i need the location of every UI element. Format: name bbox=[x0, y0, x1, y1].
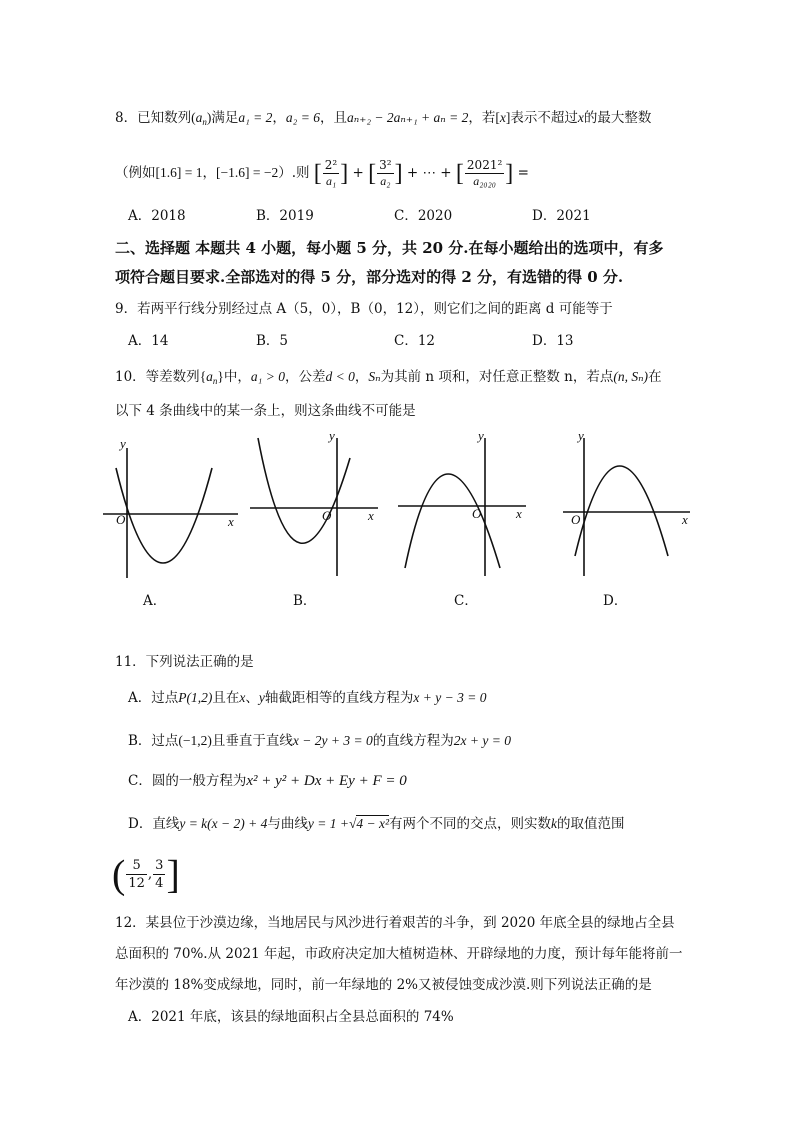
q8-equals: = bbox=[517, 165, 529, 181]
q12-line3: 年沙漠的 18%变成绿地，同时，前一年绿地的 2%又被侵蚀变成沙漠.则下列说法正确的是 bbox=[115, 977, 652, 993]
q8-cond1: a₁ = 2 bbox=[238, 110, 273, 125]
q10-line1: 10．等差数列$\{a_n\}$中，a₁ > 0，公差d < 0，Sₙ为其前 n 项和，对任意正整数 n，若点(n, Sₙ)在 bbox=[115, 369, 662, 386]
q8-example-close: ）.则 bbox=[278, 165, 310, 181]
q8-text-c: ，且 bbox=[319, 110, 347, 126]
q8-option-d: D．2021 bbox=[532, 208, 591, 224]
q11-b-equation: 2x + y = 0 bbox=[453, 733, 511, 748]
graph-a-origin: O bbox=[116, 512, 126, 527]
q8-example-1: [1.6] = 1 bbox=[155, 165, 203, 180]
q10-graphs bbox=[0, 428, 794, 628]
q11-a-text: A．过点 bbox=[128, 690, 179, 706]
range-frac-2: $\frac{3}{4}$ bbox=[155, 858, 164, 891]
q11-b-point: (−1,2) bbox=[178, 733, 212, 748]
q10-line2: 以下 4 条曲线中的某一条上，则这条曲线不可能是 bbox=[115, 403, 416, 419]
q8-line1: 8．已知数列$(a_n)$满足a₁ = 2，a₂ = 6，且aₙ₊₂ − 2aₙ₊₁ + aₙ = 2，若[x]表示不超过x的最大整数 bbox=[115, 110, 652, 127]
q8-option-c: C．2020 bbox=[394, 208, 453, 224]
q10-sn: Sₙ bbox=[368, 369, 381, 384]
q11-d-text-c: 有两个不同的交点，则实数 bbox=[389, 816, 552, 832]
graph-a-x-label: x bbox=[228, 514, 234, 529]
q9-text: 9．若两平行线分别经过点 A（5，0），B（0，12），则它们之间的距离 d 可能等于 bbox=[115, 301, 613, 317]
q11-option-c bbox=[128, 771, 407, 791]
q8-option-a: A．2018 bbox=[128, 208, 186, 224]
q8-number: 8． bbox=[115, 110, 138, 126]
q11-a-sep: 、 bbox=[245, 690, 259, 706]
q11-b-text-b: 且垂直于直线 bbox=[211, 733, 293, 749]
q11-d-radicand: 4 − x² bbox=[356, 816, 390, 831]
q11-d-text: D．直线 bbox=[128, 816, 180, 832]
graph-d bbox=[563, 438, 690, 576]
q8-x: x bbox=[577, 110, 584, 125]
q11-a-point: P(1,2) bbox=[178, 690, 213, 705]
q11-c-equation: x² + y² + Dx + Ey + F = 0 bbox=[246, 773, 407, 789]
q8-text-b: 满足 bbox=[211, 110, 239, 126]
range-frac-1: $\frac{5}{12}$ bbox=[128, 858, 145, 891]
graph-b-x-label: x bbox=[368, 508, 374, 523]
q11-option-b bbox=[128, 731, 511, 751]
q11-option-d bbox=[128, 814, 625, 834]
q10-point: (n, Sₙ) bbox=[613, 369, 649, 384]
q11-d-k: k bbox=[551, 816, 558, 831]
q10-text-d: ， bbox=[354, 369, 369, 385]
q11-d-text-d: 的取值范围 bbox=[557, 816, 625, 832]
graph-d-origin: O bbox=[571, 512, 581, 527]
q8-example-sep: ， bbox=[202, 165, 216, 181]
graph-b-y-label: y bbox=[329, 428, 335, 443]
q10-option-c: C． bbox=[454, 593, 478, 609]
q11-range: ( $\frac{5}{12}$ , $\frac{3}{4}$ ] bbox=[112, 851, 180, 897]
q11-a-text-d: 轴截距相等的直线方程为 bbox=[264, 690, 414, 706]
q9-option-b: B．5 bbox=[256, 333, 289, 349]
q11-b-line: x − 2y + 3 = 0 bbox=[292, 733, 373, 748]
q8-example-2: [−1.6] = −2 bbox=[215, 165, 279, 180]
q11-b-text-c: 的直线方程为 bbox=[372, 733, 454, 749]
q11-b-text: B．过点 bbox=[128, 733, 179, 749]
q11-option-a bbox=[128, 688, 486, 708]
q9-option-c: C．12 bbox=[394, 333, 436, 349]
q12-option-a: A．2021 年底，该县的绿地面积占全县总面积的 74% bbox=[128, 1009, 454, 1025]
range-sep: , bbox=[147, 866, 153, 882]
q10-text-a: 10．等差数列 bbox=[115, 369, 200, 385]
graph-d-y-label: y bbox=[578, 428, 584, 443]
q10-cond-d: d < 0 bbox=[325, 369, 355, 384]
section2-heading-line1: 二、选择题 本题共 4 小题，每小题 5 分，共 20 分.在每小题给出的选项中，有多 bbox=[115, 239, 664, 257]
q11-a-y: y bbox=[258, 690, 265, 705]
q12-line1: 12．某县位于沙漠边缘，当地居民与风沙进行着艰苦的斗争，到 2020 年底全县的绿地占全县 bbox=[115, 915, 675, 931]
graph-b-origin: O bbox=[322, 508, 332, 523]
q8-line2: （例如[1.6] = 1，[−1.6] = −2）.则 [ $\frac{\text{2²}}{\text{a₁}}$ ] + [ $\frac{\text{3²}}{\text{a₂}}$ ] + ⋯ + [ $\frac{\text{2021²}}{\text{a₂₀₂₀}}$ ] = bbox=[115, 158, 529, 188]
q8-frac-1: $\frac{\text{2²}}{\text{a₁}}$ bbox=[324, 158, 338, 188]
q8-floor-x: x bbox=[499, 110, 506, 125]
q10-option-a: A． bbox=[143, 593, 167, 609]
q10-option-b: B． bbox=[293, 593, 317, 609]
q12-line2: 总面积的 70%.从 2021 年起，市政府决定加大植树造林、开辟绿地的力度，预计每年能将前一 bbox=[115, 946, 683, 962]
graph-c-origin: O bbox=[472, 506, 482, 521]
q11-text: 11．下列说法正确的是 bbox=[115, 654, 254, 670]
q11-c-text: C．圆的一般方程为 bbox=[128, 773, 247, 789]
q11-d-curve: y = 1 + bbox=[307, 816, 349, 831]
q8-seq-sub: n bbox=[202, 117, 207, 127]
q10-option-d: D． bbox=[603, 593, 628, 609]
q8-example-open: （例如 bbox=[115, 165, 156, 181]
q11-a-equation: x + y − 3 = 0 bbox=[413, 690, 487, 705]
q8-text-f: 的最大整数 bbox=[583, 110, 652, 126]
q10-text-e: 为其前 n 项和，对任意正整数 n，若点 bbox=[380, 369, 614, 385]
q11-a-x: x bbox=[239, 690, 246, 705]
q8-text: 已知数列 bbox=[137, 110, 192, 126]
graph-c bbox=[398, 438, 526, 576]
q8-option-b: B．2019 bbox=[256, 208, 314, 224]
q11-d-text-b: 与曲线 bbox=[267, 816, 308, 832]
q10-text-c: ，公差 bbox=[284, 369, 326, 385]
q10-text-f: 在 bbox=[648, 369, 662, 385]
q8-cond2: a₂ = 6 bbox=[285, 110, 320, 125]
q8-frac-3: $\frac{\text{2021²}}{\text{a₂₀₂₀}}$ bbox=[466, 158, 503, 188]
graph-b bbox=[250, 438, 378, 576]
q10-text-b: 中， bbox=[223, 369, 251, 385]
q11-d-line: y = k(x − 2) + 4 bbox=[179, 816, 268, 831]
q8-seq: a bbox=[195, 110, 203, 125]
q8-ellipsis: + ⋯ + bbox=[406, 165, 452, 181]
section2-heading-line2: 项符合题目要求.全部选对的得 5 分，部分选对的得 2 分，有选错的得 0 分. bbox=[115, 268, 624, 286]
q8-recurrence: aₙ₊₂ − 2aₙ₊₁ + aₙ = 2 bbox=[346, 110, 469, 125]
q9-option-d: D．13 bbox=[532, 333, 574, 349]
graph-c-y-label: y bbox=[478, 428, 484, 443]
q9-option-a: A．14 bbox=[128, 333, 169, 349]
q8-text-e: 表示不超过 bbox=[510, 110, 578, 126]
q10-cond-a1: a₁ > 0 bbox=[250, 369, 285, 384]
q8-frac-2: $\frac{\text{3²}}{\text{a₂}}$ bbox=[379, 158, 392, 188]
sqrt-icon: √ bbox=[348, 816, 357, 831]
q8-text-d: ，若 bbox=[468, 110, 496, 126]
graph-a-y-label: y bbox=[120, 436, 126, 451]
q11-a-text-b: 且在 bbox=[212, 690, 240, 706]
graph-d-x-label: x bbox=[682, 512, 688, 527]
graph-c-x-label: x bbox=[516, 506, 522, 521]
